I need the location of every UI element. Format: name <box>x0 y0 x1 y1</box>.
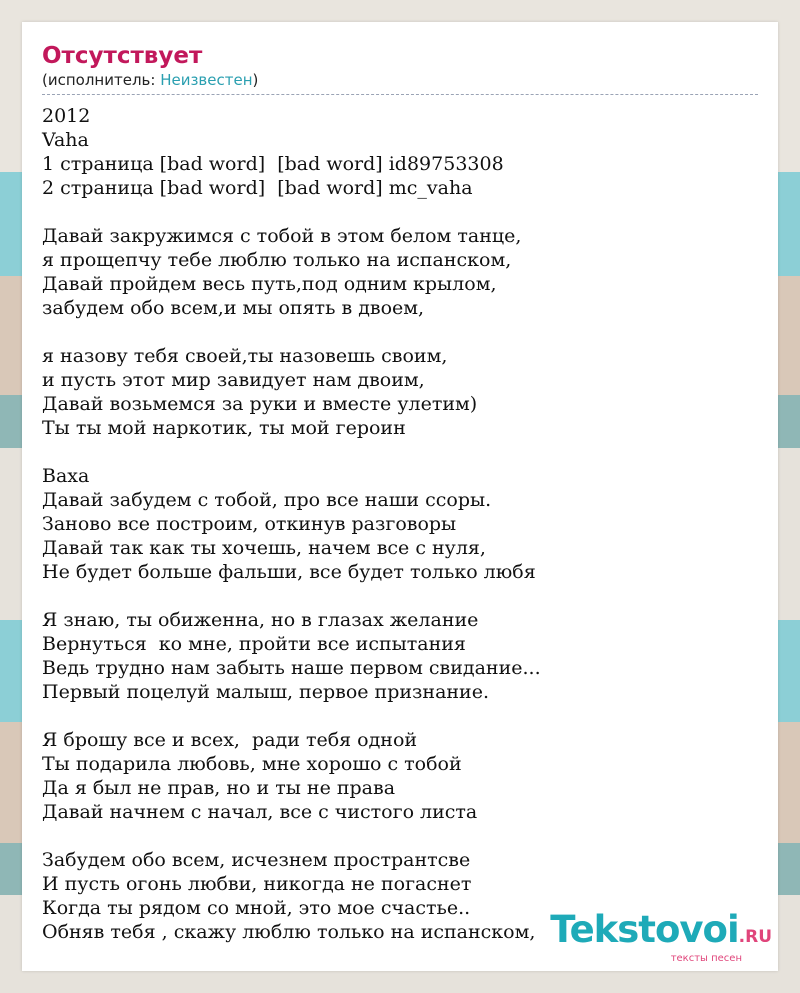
lyrics-line: Забудем обо всем, исчезнем пространтсве <box>42 849 471 871</box>
lyrics-line: Давай начнем с начал, все с чистого листа <box>42 801 478 823</box>
logo-name: Tekstovoi <box>550 908 739 951</box>
lyrics-line: Ведь трудно нам забыть наше первом свидание... <box>42 657 541 679</box>
lyrics-line: Давай пройдем весь путь,под одним крылом, <box>42 273 497 295</box>
lyrics-line: Ваха <box>42 465 90 487</box>
artist-line <box>42 70 758 95</box>
lyrics-line: и пусть этот мир завидует нам двоим, <box>42 369 425 391</box>
lyrics-line: Да я был не прав, но и ты не права <box>42 777 396 799</box>
lyrics-line: 2012 <box>42 105 91 127</box>
lyrics-card <box>22 22 778 971</box>
lyrics-line: Я брошу все и всех, ради тебя одной <box>42 729 418 751</box>
lyrics-line: Заново все построим, откинув разговоры <box>42 513 457 535</box>
lyrics-blank-line <box>42 584 758 608</box>
lyrics-line: я прощепчу тебе люблю только на испанском, <box>42 249 512 271</box>
lyrics-line: 1 страница [bad word] [bad word] id89753308 <box>42 153 504 175</box>
lyrics-line: Первый поцелуй малыш, первое признание. <box>42 681 490 703</box>
lyrics-line: Vaha <box>42 129 89 151</box>
lyrics-line: я назову тебя своей,ты назовешь своим, <box>42 345 448 367</box>
lyrics-line: Не будет больше фальши, все будет только любя <box>42 561 536 583</box>
song-title: Отсутствует <box>42 43 203 69</box>
lyrics-blank-line <box>42 824 758 848</box>
lyrics-blank-line <box>42 320 758 344</box>
lyrics-line: Давай закружимся с тобой в этом белом танце, <box>42 225 522 247</box>
site-logo[interactable] <box>550 908 772 965</box>
lyrics-line: Давай так как ты хочешь, начем все с нуля, <box>42 537 486 559</box>
lyrics-text <box>42 104 758 944</box>
lyrics-line: забудем обо всем,и мы опять в двоем, <box>42 297 425 319</box>
logo-tld: .RU <box>738 927 772 947</box>
lyrics-blank-line <box>42 704 758 728</box>
lyrics-line: Давай забудем с тобой, про все наши ссоры. <box>42 489 492 511</box>
lyrics-line: Давай возьмемся за руки и вместе улетим) <box>42 393 478 415</box>
lyrics-line: 2 страница [bad word] [bad word] mc_vaha <box>42 177 473 199</box>
lyrics-line: Я знаю, ты обиженна, но в глазах желание <box>42 609 479 631</box>
logo-tagline: тексты песен <box>670 953 742 964</box>
lyrics-line: Обняв тебя , скажу люблю только на испанском, <box>42 921 536 943</box>
lyrics-line: И пусть огонь любви, никогда не погаснет <box>42 873 472 895</box>
lyrics-blank-line <box>42 440 758 464</box>
artist-link[interactable]: Неизвестен <box>160 71 253 89</box>
lyrics-line: Ты ты мой наркотик, ты мой героин <box>42 417 406 439</box>
lyrics-line: Вернуться ко мне, пройти все испытания <box>42 633 466 655</box>
lyrics-blank-line <box>42 200 758 224</box>
artist-suffix: ) <box>252 71 259 89</box>
artist-prefix: (исполнитель: <box>42 71 161 89</box>
lyrics-line: Ты подарила любовь, мне хорошо с тобой <box>42 753 462 775</box>
lyrics-line: Когда ты рядом со мной, это мое счастье.. <box>42 897 471 919</box>
